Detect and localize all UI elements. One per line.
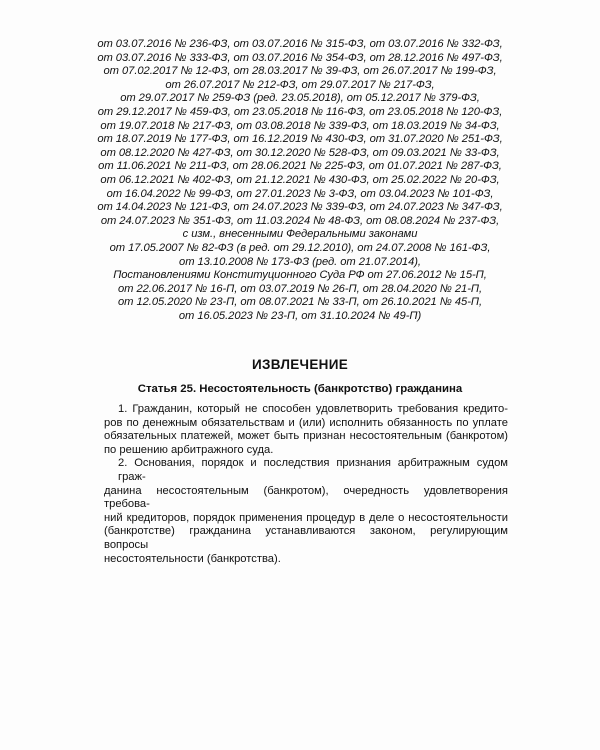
paragraph-2-line: (банкротстве) гражданина устанавливаются законом, регулирующим вопросы bbox=[104, 525, 508, 551]
paragraph-1-line: обязательных платежей, может быть признан несостоятельным (банкротом) bbox=[104, 430, 508, 443]
article-body bbox=[104, 403, 508, 566]
amendment-line: с изм., внесенными Федеральными законами bbox=[182, 228, 418, 241]
amendment-line: от 12.05.2020 № 23-П, от 08.07.2021 № 33-П, от 26.10.2021 № 45-П, bbox=[117, 296, 483, 309]
paragraph-1-line: 1. Гражданин, который не способен удовлетворить требования кредито- bbox=[118, 403, 508, 415]
amendment-line: от 16.05.2023 № 23-П, от 31.10.2024 № 49-П) bbox=[178, 309, 422, 322]
amendment-line: от 29.12.2017 № 459-ФЗ, от 23.05.2018 № 116-ФЗ, от 23.05.2018 № 120-ФЗ, bbox=[97, 105, 503, 118]
amendment-line: от 03.07.2016 № 333-ФЗ, от 03.07.2016 № 354-ФЗ, от 28.12.2016 № 497-ФЗ, bbox=[97, 51, 503, 64]
amendment-line: от 17.05.2007 № 82-ФЗ (в ред. от 29.12.2010), от 24.07.2008 № 161-ФЗ, bbox=[109, 241, 491, 254]
amendment-line: от 07.02.2017 № 12-ФЗ, от 28.03.2017 № 39-ФЗ, от 26.07.2017 № 199-ФЗ, bbox=[103, 65, 497, 78]
amendment-line: от 11.06.2021 № 211-ФЗ, от 28.06.2021 № 225-ФЗ, от 01.07.2021 № 287-ФЗ, bbox=[98, 160, 502, 173]
article-title: Статья 25. Несостоятельность (банкротство) гражданина bbox=[137, 383, 463, 395]
amendment-line: от 19.07.2018 № 217-ФЗ, от 03.08.2018 № 339-ФЗ, от 18.03.2019 № 34-ФЗ, bbox=[100, 119, 500, 132]
paragraph-2-line: несостоятельности (банкротства). bbox=[104, 552, 281, 565]
amendments-list bbox=[60, 38, 540, 323]
amendment-line: Постановлениями Конституционного Суда РФ от 27.06.2012 № 15-П, bbox=[113, 269, 487, 282]
paragraph-1-line: ров по денежным обязательствам и (или) исполнить обязанность по уплате bbox=[104, 416, 508, 429]
paragraph-2-line: ний кредиторов, порядок применения процедур в деле о несостоятельности bbox=[104, 511, 508, 524]
amendment-line: от 16.04.2022 № 99-ФЗ, от 27.01.2023 № 3-ФЗ, от 03.04.2023 № 101-ФЗ, bbox=[106, 187, 494, 200]
amendment-line: от 14.04.2023 № 121-ФЗ, от 24.07.2023 № 339-ФЗ, от 24.07.2023 № 347-ФЗ, bbox=[97, 201, 503, 214]
amendment-line: от 08.12.2020 № 427-ФЗ, от 30.12.2020 № 528-ФЗ, от 09.03.2021 № 33-ФЗ, bbox=[100, 146, 500, 159]
paragraph-2-line: данина несостоятельным (банкротом), очередность удовлетворения требова- bbox=[104, 484, 508, 511]
amendment-line: от 26.07.2017 № 212-ФЗ, от 29.07.2017 № 217-ФЗ, bbox=[165, 78, 435, 91]
amendment-line: от 13.10.2008 № 173-ФЗ (ред. от 21.07.2014), bbox=[179, 255, 421, 268]
paragraph-2-line: 2. Основания, порядок и последствия признания арбитражным судом граж- bbox=[118, 457, 508, 483]
amendment-line: от 29.07.2017 № 259-ФЗ (ред. 23.05.2018), от 05.12.2017 № 379-ФЗ, bbox=[120, 92, 480, 105]
amendment-line: от 24.07.2023 № 351-ФЗ, от 11.03.2024 № 48-ФЗ, от 08.08.2024 № 237-ФЗ, bbox=[100, 214, 500, 227]
amendment-line: от 22.06.2017 № 16-П, от 03.07.2019 № 26-П, от 28.04.2020 № 21-П, bbox=[117, 282, 483, 295]
amendment-line: от 03.07.2016 № 236-ФЗ, от 03.07.2016 № 315-ФЗ, от 03.07.2016 № 332-ФЗ, bbox=[97, 38, 503, 50]
amendment-line: от 18.07.2019 № 177-ФЗ, от 16.12.2019 № 430-ФЗ, от 31.07.2020 № 251-ФЗ, bbox=[97, 133, 503, 146]
extract-heading: ИЗВЛЕЧЕНИЕ bbox=[252, 357, 348, 372]
amendment-line: от 06.12.2021 № 402-ФЗ, от 21.12.2021 № 430-ФЗ, от 25.02.2022 № 20-ФЗ, bbox=[100, 173, 500, 186]
paragraph-1-line: по решению арбитражного суда. bbox=[104, 443, 274, 456]
